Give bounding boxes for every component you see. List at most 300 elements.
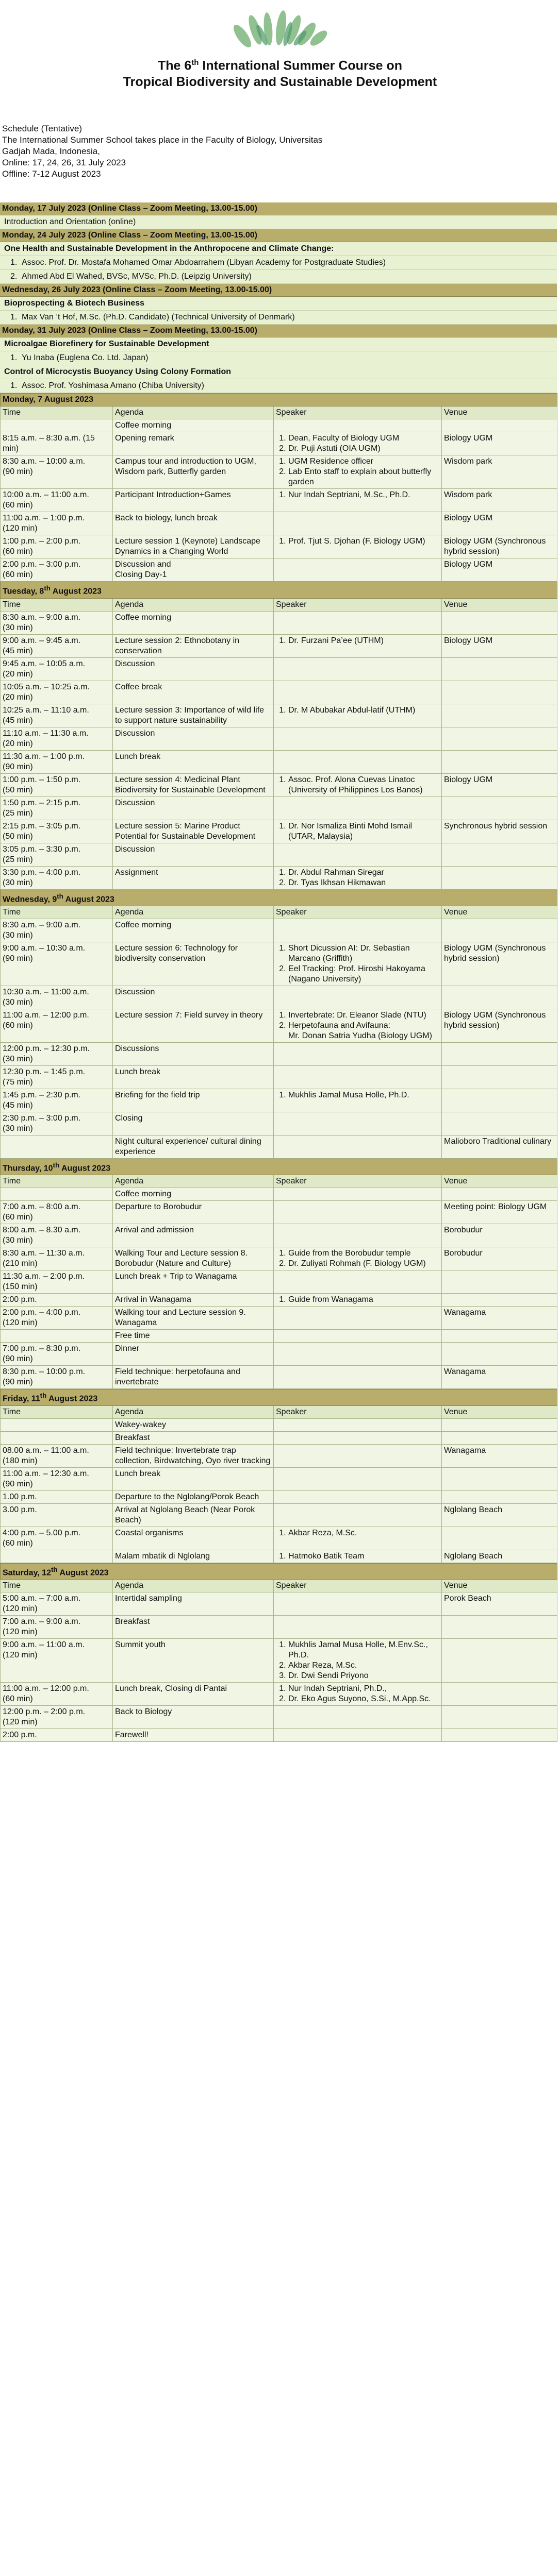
speaker-item: 1. UGM Residence officer [288, 456, 439, 467]
speaker-item: 3. Dr. Dwi Sendi Priyono [288, 1671, 439, 1681]
table-row [1, 535, 557, 558]
agenda-cell: Coffee morning [113, 919, 274, 942]
speaker-item: 2. Lab Ento staff to explain about butterfly garden [288, 467, 439, 487]
table-row [1, 1089, 557, 1112]
speaker-item: 1. Nur Indah Septriani, M.Sc., Ph.D. [288, 490, 439, 500]
venue-header: Venue [442, 906, 557, 919]
time-cell [1, 1135, 113, 1158]
agenda-cell: Back to biology, lunch break [113, 512, 274, 535]
table-row [1, 1418, 557, 1431]
speaker-item: 1. Dr. Nor Ismaliza Binti Mohd Ismail (UTAR, Malaysia) [288, 821, 439, 842]
venue-cell [442, 704, 557, 727]
agenda-cell: Walking Tour and Lecture session 8. Borobudur (Nature and Culture) [113, 1247, 274, 1270]
time-header: Time [1, 406, 113, 419]
agenda-cell: Participant Introduction+Games [113, 489, 274, 512]
table-row [1, 512, 557, 535]
table-row [1, 1343, 557, 1366]
venue-cell [442, 1728, 557, 1741]
speaker-cell [274, 611, 442, 634]
venue-cell: Nglolang Beach [442, 1550, 557, 1563]
agenda-cell: Field technique: herpetofauna and invertebrate [113, 1366, 274, 1389]
schedule-label: Schedule (Tentative) [2, 124, 82, 134]
venue-header: Venue [442, 1175, 557, 1188]
day-title-row [1, 890, 557, 906]
table-row [1, 1431, 557, 1444]
speaker-cell [274, 1366, 442, 1389]
speaker-item: 2. Herpetofauna and Avifauna: Mr. Donan Satria Yudha (Biology UGM) [288, 1021, 439, 1041]
speaker-cell [274, 1615, 442, 1638]
table-row [1, 1330, 557, 1343]
venue-header: Venue [442, 1405, 557, 1418]
table-row [1, 455, 557, 489]
speaker-list [276, 1090, 439, 1100]
list-number: 2. [10, 272, 18, 281]
speaker-list [276, 1528, 439, 1538]
venue-cell [442, 1615, 557, 1638]
speaker-list [276, 433, 439, 454]
venue-cell [442, 1188, 557, 1201]
venue-cell [442, 1490, 557, 1503]
venue-cell: Meeting point: Biology UGM [442, 1201, 557, 1224]
speaker-cell [274, 681, 442, 704]
venue-cell [442, 1705, 557, 1728]
agenda-cell: Arrival and admission [113, 1224, 274, 1247]
time-cell: 1:50 p.m. – 2:15 p.m. (25 min) [1, 796, 113, 820]
time-cell: 7:00 a.m. – 8:00 a.m. (60 min) [1, 1201, 113, 1224]
table-row [1, 419, 557, 432]
speaker-item: 2. Dr. Zuliyati Rohmah (F. Biology UGM) [288, 1259, 439, 1269]
day-title-text: Wednesday, 9 [3, 894, 57, 904]
time-cell: 9:00 a.m. – 9:45 a.m. (45 min) [1, 634, 113, 657]
speaker-cell [274, 704, 442, 727]
online-session-header: Monday, 24 July 2023 (Online Class – Zoom Meeting, 13.00-15.00) [0, 229, 557, 242]
table-row [1, 1294, 557, 1307]
table-row [1, 1503, 557, 1527]
day-title-suffix: th [44, 584, 51, 592]
day-title-text: Tuesday, 8 [3, 587, 44, 596]
time-cell: 8:30 a.m. – 9:00 a.m. (30 min) [1, 611, 113, 634]
speaker-cell [274, 1294, 442, 1307]
venue-cell [442, 1527, 557, 1550]
speaker-item: 1. Assoc. Prof. Alona Cuevas Linatoc (University of Philippines Los Banos) [288, 775, 439, 795]
time-cell: 8:30 p.m. – 10:00 p.m. (90 min) [1, 1366, 113, 1389]
speaker-cell [274, 1042, 442, 1065]
time-cell: 10:05 a.m. – 10:25 a.m. (20 min) [1, 681, 113, 704]
agenda-cell: Assignment [113, 866, 274, 889]
day-title-month: August 2023 [59, 1164, 111, 1173]
agenda-cell: Coffee morning [113, 419, 274, 432]
time-cell: 2:30 p.m. – 3:00 p.m. (30 min) [1, 1112, 113, 1135]
speaker-cell [274, 1307, 442, 1330]
agenda-cell: Dinner [113, 1343, 274, 1366]
column-header-row [1, 598, 557, 611]
day-title-row [1, 394, 557, 406]
venue-cell [442, 727, 557, 750]
agenda-cell: Back to Biology [113, 1705, 274, 1728]
day-schedule-table [0, 1563, 557, 1742]
time-cell: 8:30 a.m. – 11:30 a.m. (210 min) [1, 1247, 113, 1270]
table-row [1, 750, 557, 773]
speaker-header: Speaker [274, 1579, 442, 1592]
table-row [1, 432, 557, 455]
time-cell [1, 419, 113, 432]
table-row [1, 611, 557, 634]
page-title: The 6th International Summer Course on Tropical Biodiversity and Sustainable Development [123, 58, 437, 90]
venue-cell [442, 419, 557, 432]
speaker-item: 2. Dr. Puji Astuti (OIA UGM) [288, 444, 439, 454]
speaker-item: 1. Dean, Faculty of Biology UGM [288, 433, 439, 444]
table-row [1, 1705, 557, 1728]
day-title-suffix: th [40, 1392, 47, 1400]
day-title [1, 1159, 557, 1175]
list-number: 1. [10, 258, 18, 267]
day-title-row [1, 1159, 557, 1175]
venue-cell: Wisdom park [442, 489, 557, 512]
speaker-cell [274, 512, 442, 535]
venue-cell: Biology UGM [442, 558, 557, 582]
time-cell: 4:00 p.m. – 5.00 p.m. (60 min) [1, 1527, 113, 1550]
table-row [1, 1201, 557, 1224]
leaf-illustration [0, 9, 560, 50]
agenda-cell: Coffee break [113, 681, 274, 704]
speaker-cell [274, 796, 442, 820]
venue-cell [442, 1682, 557, 1705]
venue-cell [442, 1089, 557, 1112]
column-header-row [1, 1175, 557, 1188]
speaker-list [276, 636, 439, 646]
time-cell: 1:45 p.m. – 2:30 p.m. (45 min) [1, 1089, 113, 1112]
speaker-cell [274, 1330, 442, 1343]
online-sessions [0, 202, 557, 393]
agenda-cell: Summit youth [113, 1638, 274, 1682]
venue-cell: Biology UGM [442, 432, 557, 455]
day-title-row [1, 1389, 557, 1405]
speaker-item: 1. Dr. Furzani Pa’ee (UTHM) [288, 636, 439, 646]
table-row [1, 843, 557, 866]
venue-cell [442, 611, 557, 634]
agenda-cell: Lecture session 4: Medicinal Plant Biodiversity for Sustainable Development [113, 773, 274, 796]
online-session-header: Wednesday, 26 July 2023 (Online Class – Zoom Meeting, 13.00-15.00) [0, 284, 557, 297]
agenda-cell: Discussion and Closing Day-1 [113, 558, 274, 582]
online-dates: Online: 17, 24, 26, 31 July 2023 [2, 158, 126, 168]
agenda-cell: Departure to the Nglolang/Porok Beach [113, 1490, 274, 1503]
day-title-suffix: th [51, 1565, 58, 1573]
time-cell: 1:00 p.m. – 1:50 p.m. (50 min) [1, 773, 113, 796]
online-session-text: Introduction and Orientation (online) [0, 215, 557, 229]
speaker-list [276, 1551, 439, 1562]
venue-cell [442, 681, 557, 704]
speaker-header: Speaker [274, 1175, 442, 1188]
speaker-item: 1. Mukhlis Jamal Musa Holle, M.Env.Sc., Ph.D. [288, 1640, 439, 1660]
day-title-month: August 2023 [46, 1394, 98, 1403]
venue-cell [442, 796, 557, 820]
time-cell: 3:05 p.m. – 3:30 p.m. (25 min) [1, 843, 113, 866]
venue-cell [442, 1467, 557, 1490]
time-cell: 2:00 p.m. – 4:00 p.m. (120 min) [1, 1307, 113, 1330]
speaker-item: 2. Akbar Reza, M.Sc. [288, 1660, 439, 1671]
speaker-cell [274, 535, 442, 558]
column-header-row [1, 1405, 557, 1418]
time-cell: 08.00 a.m. – 11:00 a.m. (180 min) [1, 1444, 113, 1467]
table-row [1, 1467, 557, 1490]
speaker-cell [274, 634, 442, 657]
table-row [1, 1135, 557, 1158]
speaker-cell [274, 1343, 442, 1366]
table-row [1, 1112, 557, 1135]
speaker-cell [274, 1527, 442, 1550]
speaker-item: 1. Dr. M Abubakar Abdul-latif (UTHM) [288, 705, 439, 716]
day-schedule-table [0, 890, 557, 1159]
online-speaker-row [0, 311, 557, 325]
venue-cell: Biology UGM [442, 773, 557, 796]
speaker-item: 1. Invertebrate: Dr. Eleanor Slade (NTU) [288, 1010, 439, 1021]
time-cell: 5:00 a.m. – 7:00 a.m. (120 min) [1, 1592, 113, 1615]
online-speaker: Yu Inaba (Euglena Co. Ltd. Japan) [22, 353, 149, 363]
venue-cell [442, 1638, 557, 1682]
time-cell: 1.00 p.m. [1, 1490, 113, 1503]
speaker-item: 2. Dr. Tyas Ikhsan Hikmawan [288, 878, 439, 888]
agenda-cell: Lunch break [113, 750, 274, 773]
venue-cell [442, 986, 557, 1009]
time-cell: 2:00 p.m. [1, 1294, 113, 1307]
agenda-cell: Lunch break [113, 1467, 274, 1490]
day-title [1, 890, 557, 906]
venue-cell: Biology UGM (Synchronous hybrid session) [442, 535, 557, 558]
agenda-cell: Campus tour and introduction to UGM, Wisdom park, Butterfly garden [113, 455, 274, 489]
venue-cell [442, 1343, 557, 1366]
venue-cell: Nglolang Beach [442, 1503, 557, 1527]
agenda-cell: Lecture session 6: Technology for biodiversity conservation [113, 942, 274, 986]
time-cell: 7:00 p.m. – 8:30 p.m. (90 min) [1, 1343, 113, 1366]
agenda-header: Agenda [113, 1175, 274, 1188]
speaker-cell [274, 432, 442, 455]
agenda-cell: Discussion [113, 657, 274, 681]
table-row [1, 866, 557, 889]
speaker-item: 1. Dr. Abdul Rahman Siregar [288, 868, 439, 878]
speaker-cell [274, 657, 442, 681]
time-cell: 11:10 a.m. – 11:30 a.m. (20 min) [1, 727, 113, 750]
venue-cell [442, 1431, 557, 1444]
speaker-list [276, 1010, 439, 1041]
time-cell: 7:00 a.m. – 9:00 a.m. (120 min) [1, 1615, 113, 1638]
location-line-1: The International Summer School takes place in the Faculty of Biology, Universitas [2, 135, 323, 145]
speaker-cell [274, 727, 442, 750]
table-row [1, 1042, 557, 1065]
agenda-cell: Discussion [113, 727, 274, 750]
time-cell: 9:00 a.m. – 11:00 a.m. (120 min) [1, 1638, 113, 1682]
day-title: Monday, 7 August 2023 [1, 394, 557, 406]
table-row [1, 558, 557, 582]
table-row [1, 634, 557, 657]
venue-cell [442, 1294, 557, 1307]
offline-dates: Offline: 7-12 August 2023 [2, 169, 101, 179]
speaker-header: Speaker [274, 598, 442, 611]
speaker-item: 1. Akbar Reza, M.Sc. [288, 1528, 439, 1538]
agenda-cell: Arrival in Wanagama [113, 1294, 274, 1307]
speaker-cell [274, 1201, 442, 1224]
agenda-cell: Opening remark [113, 432, 274, 455]
speaker-cell [274, 558, 442, 582]
time-cell: 2:00 p.m. – 3:00 p.m. (60 min) [1, 558, 113, 582]
column-header-row [1, 906, 557, 919]
intro-block [2, 123, 543, 180]
venue-cell [442, 1418, 557, 1431]
day-schedule-table [0, 1159, 557, 1389]
day-title-row [1, 1563, 557, 1579]
venue-cell: Wanagama [442, 1307, 557, 1330]
time-cell: 11:00 a.m. – 12:00 p.m. (60 min) [1, 1682, 113, 1705]
table-row [1, 1065, 557, 1089]
agenda-cell: Breakfast [113, 1615, 274, 1638]
online-session-header: Monday, 31 July 2023 (Online Class – Zoom Meeting, 13.00-15.00) [0, 325, 557, 337]
time-cell: 8:30 a.m. – 9:00 a.m. (30 min) [1, 919, 113, 942]
venue-cell [442, 919, 557, 942]
time-cell: 8:30 a.m. – 10:00 a.m. (90 min) [1, 455, 113, 489]
speaker-cell [274, 1112, 442, 1135]
time-header: Time [1, 598, 113, 611]
speaker-cell [274, 1009, 442, 1042]
venue-header: Venue [442, 1579, 557, 1592]
table-row [1, 704, 557, 727]
table-row [1, 1527, 557, 1550]
table-row [1, 919, 557, 942]
venue-cell: Wisdom park [442, 455, 557, 489]
time-header: Time [1, 1405, 113, 1418]
time-cell [1, 1188, 113, 1201]
speaker-cell [274, 419, 442, 432]
venue-cell [442, 1112, 557, 1135]
agenda-cell: Discussion [113, 986, 274, 1009]
location-line-2: Gadjah Mada, Indonesia, [2, 146, 100, 157]
speaker-list [276, 821, 439, 842]
speaker-list [276, 1640, 439, 1681]
agenda-cell: Departure to Borobudur [113, 1201, 274, 1224]
speaker-cell [274, 489, 442, 512]
speaker-cell [274, 1705, 442, 1728]
online-topic: Microalgae Biorefinery for Sustainable Development [0, 337, 557, 351]
table-row [1, 1366, 557, 1389]
day-title-month: August 2023 [57, 1568, 109, 1577]
speaker-cell [274, 820, 442, 843]
speaker-list [276, 775, 439, 795]
online-session-header: Monday, 17 July 2023 (Online Class – Zoom Meeting, 13.00-15.00) [0, 202, 557, 215]
agenda-header: Agenda [113, 1405, 274, 1418]
venue-cell [442, 657, 557, 681]
speaker-cell [274, 1728, 442, 1741]
time-cell [1, 1431, 113, 1444]
table-row [1, 1550, 557, 1563]
venue-cell: Biology UGM (Synchronous hybrid session) [442, 1009, 557, 1042]
speaker-header: Speaker [274, 906, 442, 919]
list-number: 1. [10, 381, 18, 391]
speaker-cell [274, 942, 442, 986]
agenda-cell: Lecture session 3: Importance of wild life to support nature sustainability [113, 704, 274, 727]
speaker-cell [274, 1490, 442, 1503]
speaker-item: 1. Guide from the Borobudur temple [288, 1248, 439, 1259]
agenda-cell: Wakey-wakey [113, 1418, 274, 1431]
time-cell: 2:15 p.m. – 3:05 p.m. (50 min) [1, 820, 113, 843]
venue-cell: Porok Beach [442, 1592, 557, 1615]
time-cell: 3.00 p.m. [1, 1503, 113, 1527]
speaker-cell [274, 1065, 442, 1089]
time-cell: 3:30 p.m. – 4:00 p.m. (30 min) [1, 866, 113, 889]
table-row [1, 727, 557, 750]
agenda-cell: Discussion [113, 843, 274, 866]
speaker-item: 2. Eel Tracking: Prof. Hiroshi Hakoyama (Nagano University) [288, 964, 439, 985]
venue-cell: Biology UGM [442, 634, 557, 657]
speaker-item: 1. Nur Indah Septriani, Ph.D., [288, 1684, 439, 1694]
time-cell: 9:45 a.m. – 10:05 a.m. (20 min) [1, 657, 113, 681]
speaker-cell [274, 1638, 442, 1682]
agenda-cell: Intertidal sampling [113, 1592, 274, 1615]
table-row [1, 1682, 557, 1705]
agenda-cell: Coffee morning [113, 1188, 274, 1201]
venue-cell: Borobudur [442, 1247, 557, 1270]
day-title-text: Thursday, 10 [3, 1164, 53, 1173]
agenda-cell: Lecture session 7: Field survey in theory [113, 1009, 274, 1042]
speaker-cell [274, 1188, 442, 1201]
agenda-cell: Night cultural experience/ cultural dining experience [113, 1135, 274, 1158]
table-row [1, 1247, 557, 1270]
day-schedule-table [0, 1389, 557, 1563]
header [0, 0, 560, 90]
online-speaker: Max Van ’t Hof, M.Sc. (Ph.D. Candidate) (Technical University of Denmark) [22, 313, 295, 322]
time-cell: 9:00 a.m. – 10:30 a.m. (90 min) [1, 942, 113, 986]
agenda-cell: Farewell! [113, 1728, 274, 1741]
table-row [1, 1307, 557, 1330]
time-cell: 2:00 p.m. [1, 1728, 113, 1741]
time-cell: 1:00 p.m. – 2:00 p.m. (60 min) [1, 535, 113, 558]
venue-header: Venue [442, 598, 557, 611]
agenda-header: Agenda [113, 406, 274, 419]
speaker-list [276, 490, 439, 500]
time-cell: 11:00 a.m. – 1:00 p.m. (120 min) [1, 512, 113, 535]
time-cell: 11:30 a.m. – 2:00 p.m. (150 min) [1, 1270, 113, 1294]
table-row [1, 1615, 557, 1638]
venue-header: Venue [442, 406, 557, 419]
table-row [1, 820, 557, 843]
list-number: 1. [10, 353, 18, 363]
venue-cell: Biology UGM (Synchronous hybrid session) [442, 942, 557, 986]
day-title-month: August 2023 [63, 894, 114, 904]
table-row [1, 1638, 557, 1682]
day-title-suffix: th [53, 1161, 60, 1169]
day-schedule-table [0, 393, 557, 582]
day-title-text: Saturday, 12 [3, 1568, 51, 1577]
speaker-item: 1. Hatmoko Batik Team [288, 1551, 439, 1562]
time-cell [1, 1550, 113, 1563]
agenda-cell: Field technique: Invertebrate trap collection, Birdwatching, Oyo river tracking [113, 1444, 274, 1467]
column-header-row [1, 1579, 557, 1592]
agenda-cell: Coastal organisms [113, 1527, 274, 1550]
venue-cell [442, 866, 557, 889]
table-row [1, 942, 557, 986]
speaker-item: 1. Prof. Tjut S. Djohan (F. Biology UGM) [288, 536, 439, 547]
venue-cell [442, 1330, 557, 1343]
speaker-cell [274, 1503, 442, 1527]
speaker-cell [274, 773, 442, 796]
agenda-cell: Lecture session 2: Ethnobotany in conservation [113, 634, 274, 657]
agenda-cell: Walking tour and Lecture session 9. Wanagama [113, 1307, 274, 1330]
speaker-list [276, 536, 439, 547]
speaker-list [276, 943, 439, 985]
time-cell: 10:25 a.m. – 11:10 a.m. (45 min) [1, 704, 113, 727]
agenda-cell: Free time [113, 1330, 274, 1343]
venue-cell [442, 1270, 557, 1294]
time-cell: 12:00 p.m. – 2:00 p.m. (120 min) [1, 1705, 113, 1728]
time-cell: 12:30 p.m. – 1:45 p.m. (75 min) [1, 1065, 113, 1089]
speaker-header: Speaker [274, 406, 442, 419]
